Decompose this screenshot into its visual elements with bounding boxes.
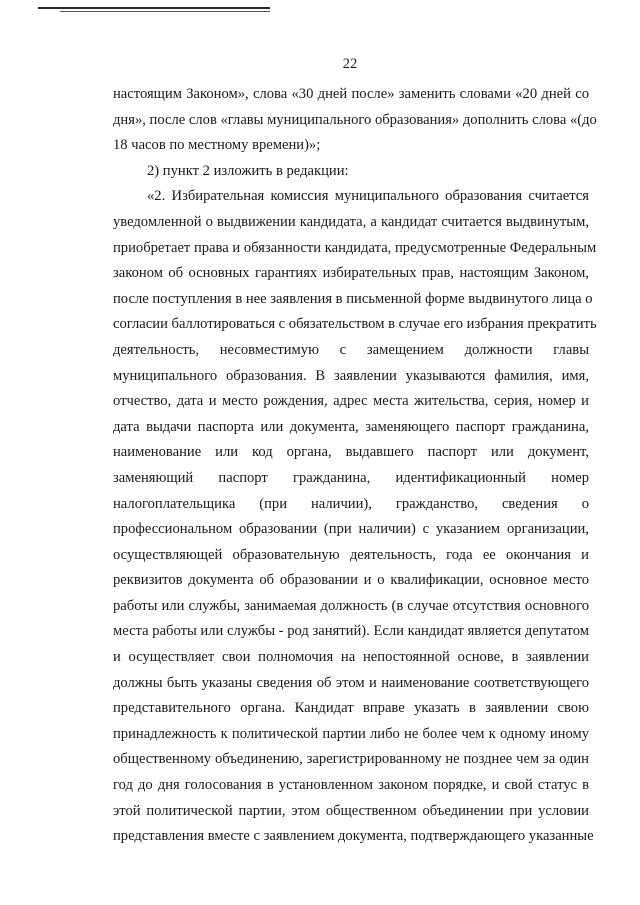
- text-line: согласии баллотироваться с обязательством в случае его избрания прекратить: [113, 316, 597, 333]
- scan-artifact-line-thin: [60, 11, 270, 12]
- text-line: 2) пункт 2 изложить в редакции:: [147, 162, 349, 179]
- text-line: места работы или службы - род занятий). Если кандидат является депутатом: [113, 623, 589, 640]
- text-line: муниципального образования. В заявлении указываются фамилия, имя,: [113, 367, 589, 384]
- text-line: осуществляющей образовательную деятельность, года ее окончания и: [113, 546, 589, 563]
- text-line: 18 часов по местному времени)»;: [113, 137, 321, 154]
- text-line: законом об основных гарантиях избирательных прав, настоящим Законом,: [113, 265, 589, 282]
- text-line: и осуществляет свои полномочия на непостоянной основе, в заявлении: [113, 649, 589, 666]
- text-line: реквизитов документа об образовании и о квалификации, основное место: [113, 572, 589, 589]
- scan-artifact-line: [38, 7, 270, 9]
- text-line: этой политической партии, этом общественном объединении при условии: [113, 802, 589, 819]
- text-line: налогоплательщика (при наличии), гражданство, сведения о: [113, 495, 589, 512]
- text-line: общественному объединению, зарегистрированному не позднее чем за один: [113, 751, 589, 768]
- text-line: настоящим Законом», слова «30 дней после» заменить словами «20 дней со: [113, 86, 589, 102]
- text-line: принадлежность к политической партии либо не более чем к одному иному: [113, 725, 589, 742]
- text-line: должны быть указаны сведения об этом и наименование соответствующего: [113, 674, 589, 691]
- text-line: работы или службы, занимаемая должность (в случае отсутствия основного: [113, 597, 589, 614]
- text-line: заменяющий паспорт гражданина, идентификационный номер: [113, 469, 589, 486]
- text-line: дата выдачи паспорта или документа, заменяющего паспорт гражданина,: [113, 418, 589, 435]
- text-line: представления вместе с заявлением документа, подтверждающего указанные: [113, 828, 594, 845]
- text-line: деятельность, несовместимую с замещением должности главы: [113, 341, 589, 358]
- text-line: приобретает права и обязанности кандидата, предусмотренные Федеральным: [113, 239, 597, 256]
- text-line: год до дня голосования в установленном законом порядке, и свой статус в: [113, 777, 589, 794]
- text-line: наименование или код органа, выдавшего паспорт или документ,: [113, 444, 589, 461]
- text-line: отчество, дата и место рождения, адрес места жительства, серия, номер и: [113, 393, 589, 410]
- text-line: после поступления в нее заявления в письменной форме выдвинутого лица о: [113, 290, 593, 307]
- text-line: дня», после слов «главы муниципального образования» дополнить слова «(до: [113, 111, 597, 128]
- document-body: [113, 82, 597, 850]
- page-number: 22: [342, 56, 358, 72]
- text-line: «2. Избирательная комиссия муниципального образования считается: [147, 188, 589, 205]
- text-line: профессиональном образовании (при наличии) с указанием организации,: [113, 521, 589, 538]
- text-line: уведомленной о выдвижении кандидата, а кандидат считается выдвинутым,: [113, 213, 589, 230]
- text-line: представительного органа. Кандидат вправе указать в заявлении свою: [113, 700, 589, 717]
